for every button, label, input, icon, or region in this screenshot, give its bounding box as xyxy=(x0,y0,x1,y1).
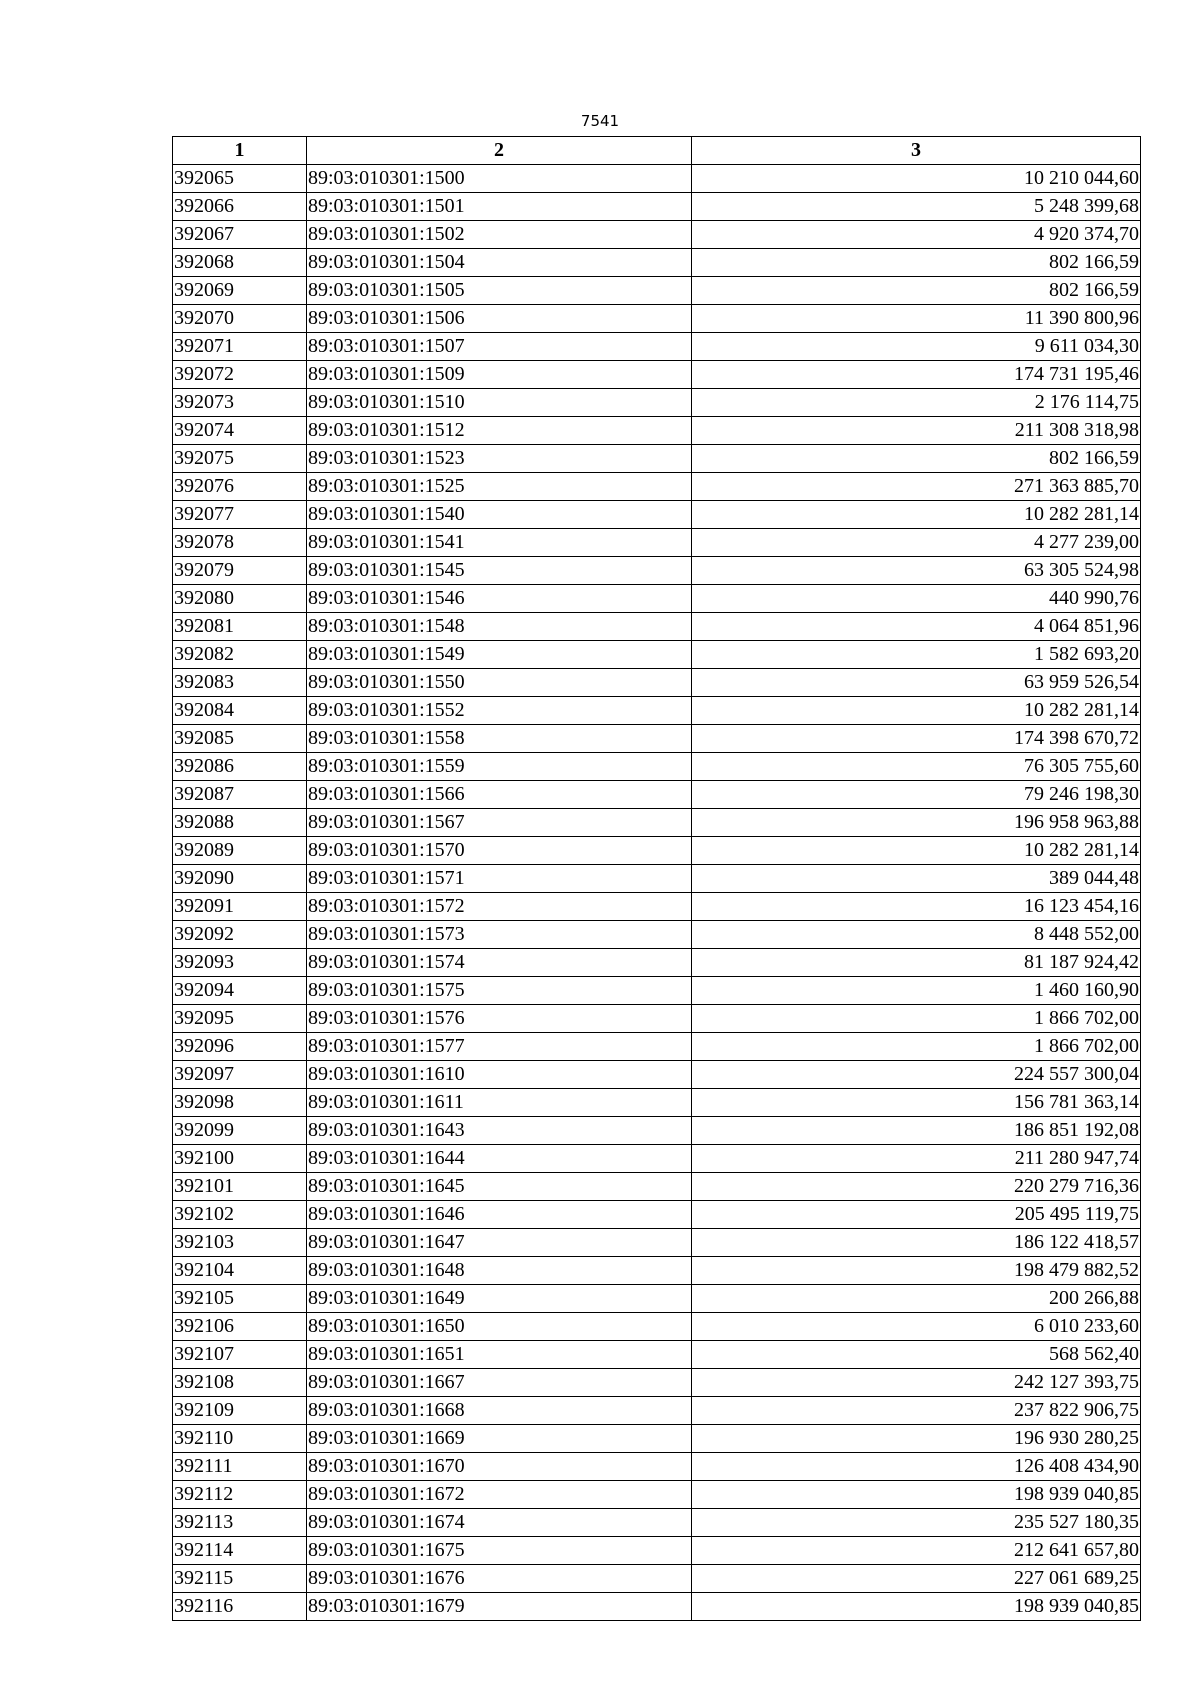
row-id-cell: 392065 xyxy=(173,165,307,193)
value-cell: 76 305 755,60 xyxy=(692,753,1141,781)
value-cell: 196 930 280,25 xyxy=(692,1425,1141,1453)
value-cell: 186 122 418,57 xyxy=(692,1229,1141,1257)
cadastral-number-cell: 89:03:010301:1574 xyxy=(307,949,692,977)
cadastral-number-cell: 89:03:010301:1576 xyxy=(307,1005,692,1033)
table-row xyxy=(173,585,1141,613)
table-row xyxy=(173,1061,1141,1089)
row-id-cell: 392070 xyxy=(173,305,307,333)
column-header-3: 3 xyxy=(692,137,1141,165)
row-id-cell: 392076 xyxy=(173,473,307,501)
table-row xyxy=(173,837,1141,865)
cadastral-number-cell: 89:03:010301:1549 xyxy=(307,641,692,669)
row-id-cell: 392098 xyxy=(173,1089,307,1117)
table-row xyxy=(173,1033,1141,1061)
value-cell: 156 781 363,14 xyxy=(692,1089,1141,1117)
table-row xyxy=(173,1593,1141,1621)
row-id-cell: 392066 xyxy=(173,193,307,221)
cadastral-number-cell: 89:03:010301:1672 xyxy=(307,1481,692,1509)
value-cell: 6 010 233,60 xyxy=(692,1313,1141,1341)
row-id-cell: 392071 xyxy=(173,333,307,361)
column-header-1: 1 xyxy=(173,137,307,165)
value-cell: 174 731 195,46 xyxy=(692,361,1141,389)
value-cell: 205 495 119,75 xyxy=(692,1201,1141,1229)
row-id-cell: 392108 xyxy=(173,1369,307,1397)
row-id-cell: 392088 xyxy=(173,809,307,837)
cadastral-number-cell: 89:03:010301:1643 xyxy=(307,1117,692,1145)
row-id-cell: 392089 xyxy=(173,837,307,865)
row-id-cell: 392077 xyxy=(173,501,307,529)
cadastral-number-cell: 89:03:010301:1567 xyxy=(307,809,692,837)
value-cell: 8 448 552,00 xyxy=(692,921,1141,949)
row-id-cell: 392080 xyxy=(173,585,307,613)
cadastral-number-cell: 89:03:010301:1570 xyxy=(307,837,692,865)
cadastral-number-cell: 89:03:010301:1649 xyxy=(307,1285,692,1313)
row-id-cell: 392111 xyxy=(173,1453,307,1481)
value-cell: 1 582 693,20 xyxy=(692,641,1141,669)
row-id-cell: 392068 xyxy=(173,249,307,277)
row-id-cell: 392097 xyxy=(173,1061,307,1089)
row-id-cell: 392092 xyxy=(173,921,307,949)
table-row xyxy=(173,1173,1141,1201)
row-id-cell: 392094 xyxy=(173,977,307,1005)
cadastral-number-cell: 89:03:010301:1505 xyxy=(307,277,692,305)
row-id-cell: 392113 xyxy=(173,1509,307,1537)
value-cell: 4 920 374,70 xyxy=(692,221,1141,249)
cadastral-number-cell: 89:03:010301:1644 xyxy=(307,1145,692,1173)
value-cell: 802 166,59 xyxy=(692,445,1141,473)
table-row xyxy=(173,1397,1141,1425)
row-id-cell: 392085 xyxy=(173,725,307,753)
row-id-cell: 392082 xyxy=(173,641,307,669)
row-id-cell: 392079 xyxy=(173,557,307,585)
value-cell: 196 958 963,88 xyxy=(692,809,1141,837)
row-id-cell: 392112 xyxy=(173,1481,307,1509)
cadastral-number-cell: 89:03:010301:1572 xyxy=(307,893,692,921)
value-cell: 10 282 281,14 xyxy=(692,697,1141,725)
table-row xyxy=(173,473,1141,501)
value-cell: 4 064 851,96 xyxy=(692,613,1141,641)
cadastral-number-cell: 89:03:010301:1552 xyxy=(307,697,692,725)
value-cell: 126 408 434,90 xyxy=(692,1453,1141,1481)
row-id-cell: 392084 xyxy=(173,697,307,725)
table-row xyxy=(173,1341,1141,1369)
table-row xyxy=(173,1369,1141,1397)
value-cell: 9 611 034,30 xyxy=(692,333,1141,361)
value-cell: 271 363 885,70 xyxy=(692,473,1141,501)
table-row xyxy=(173,1145,1141,1173)
table-row xyxy=(173,1089,1141,1117)
table-row xyxy=(173,1117,1141,1145)
table-row xyxy=(173,921,1141,949)
table-row xyxy=(173,893,1141,921)
table-header-row xyxy=(173,137,1141,165)
value-cell: 174 398 670,72 xyxy=(692,725,1141,753)
cadastral-number-cell: 89:03:010301:1610 xyxy=(307,1061,692,1089)
data-table xyxy=(172,136,1141,1621)
value-cell: 198 939 040,85 xyxy=(692,1593,1141,1621)
row-id-cell: 392105 xyxy=(173,1285,307,1313)
cadastral-number-cell: 89:03:010301:1501 xyxy=(307,193,692,221)
cadastral-number-cell: 89:03:010301:1577 xyxy=(307,1033,692,1061)
table-row xyxy=(173,333,1141,361)
table-row xyxy=(173,809,1141,837)
table-row xyxy=(173,529,1141,557)
cadastral-number-cell: 89:03:010301:1566 xyxy=(307,781,692,809)
cadastral-number-cell: 89:03:010301:1509 xyxy=(307,361,692,389)
cadastral-number-cell: 89:03:010301:1512 xyxy=(307,417,692,445)
row-id-cell: 392106 xyxy=(173,1313,307,1341)
cadastral-number-cell: 89:03:010301:1548 xyxy=(307,613,692,641)
row-id-cell: 392091 xyxy=(173,893,307,921)
table-row xyxy=(173,1453,1141,1481)
table-row xyxy=(173,557,1141,585)
value-cell: 802 166,59 xyxy=(692,249,1141,277)
row-id-cell: 392102 xyxy=(173,1201,307,1229)
table-row xyxy=(173,417,1141,445)
row-id-cell: 392081 xyxy=(173,613,307,641)
row-id-cell: 392101 xyxy=(173,1173,307,1201)
row-id-cell: 392099 xyxy=(173,1117,307,1145)
table-row xyxy=(173,865,1141,893)
row-id-cell: 392096 xyxy=(173,1033,307,1061)
column-header-2: 2 xyxy=(307,137,692,165)
table-row xyxy=(173,249,1141,277)
value-cell: 11 390 800,96 xyxy=(692,305,1141,333)
table-row xyxy=(173,697,1141,725)
cadastral-number-cell: 89:03:010301:1648 xyxy=(307,1257,692,1285)
table-row xyxy=(173,781,1141,809)
cadastral-number-cell: 89:03:010301:1506 xyxy=(307,305,692,333)
cadastral-number-cell: 89:03:010301:1502 xyxy=(307,221,692,249)
value-cell: 1 866 702,00 xyxy=(692,1033,1141,1061)
value-cell: 5 248 399,68 xyxy=(692,193,1141,221)
cadastral-number-cell: 89:03:010301:1545 xyxy=(307,557,692,585)
table-row xyxy=(173,389,1141,417)
value-cell: 211 308 318,98 xyxy=(692,417,1141,445)
row-id-cell: 392086 xyxy=(173,753,307,781)
table-row xyxy=(173,1509,1141,1537)
table-row xyxy=(173,305,1141,333)
table-row xyxy=(173,613,1141,641)
row-id-cell: 392083 xyxy=(173,669,307,697)
table-row xyxy=(173,165,1141,193)
value-cell: 200 266,88 xyxy=(692,1285,1141,1313)
cadastral-number-cell: 89:03:010301:1571 xyxy=(307,865,692,893)
cadastral-number-cell: 89:03:010301:1669 xyxy=(307,1425,692,1453)
table-row xyxy=(173,361,1141,389)
table-row xyxy=(173,725,1141,753)
table-row xyxy=(173,641,1141,669)
value-cell: 227 061 689,25 xyxy=(692,1565,1141,1593)
cadastral-number-cell: 89:03:010301:1647 xyxy=(307,1229,692,1257)
row-id-cell: 392107 xyxy=(173,1341,307,1369)
table-row xyxy=(173,669,1141,697)
value-cell: 1 866 702,00 xyxy=(692,1005,1141,1033)
value-cell: 237 822 906,75 xyxy=(692,1397,1141,1425)
value-cell: 224 557 300,04 xyxy=(692,1061,1141,1089)
cadastral-number-cell: 89:03:010301:1540 xyxy=(307,501,692,529)
cadastral-number-cell: 89:03:010301:1550 xyxy=(307,669,692,697)
value-cell: 2 176 114,75 xyxy=(692,389,1141,417)
table-row xyxy=(173,501,1141,529)
cadastral-number-cell: 89:03:010301:1541 xyxy=(307,529,692,557)
value-cell: 212 641 657,80 xyxy=(692,1537,1141,1565)
table-row xyxy=(173,193,1141,221)
value-cell: 198 939 040,85 xyxy=(692,1481,1141,1509)
value-cell: 10 282 281,14 xyxy=(692,501,1141,529)
cadastral-number-cell: 89:03:010301:1523 xyxy=(307,445,692,473)
row-id-cell: 392100 xyxy=(173,1145,307,1173)
value-cell: 186 851 192,08 xyxy=(692,1117,1141,1145)
cadastral-number-cell: 89:03:010301:1676 xyxy=(307,1565,692,1593)
table-row xyxy=(173,949,1141,977)
row-id-cell: 392087 xyxy=(173,781,307,809)
value-cell: 10 282 281,14 xyxy=(692,837,1141,865)
value-cell: 242 127 393,75 xyxy=(692,1369,1141,1397)
row-id-cell: 392104 xyxy=(173,1257,307,1285)
table-row xyxy=(173,1201,1141,1229)
row-id-cell: 392073 xyxy=(173,389,307,417)
cadastral-number-cell: 89:03:010301:1558 xyxy=(307,725,692,753)
table-row xyxy=(173,1005,1141,1033)
row-id-cell: 392095 xyxy=(173,1005,307,1033)
row-id-cell: 392090 xyxy=(173,865,307,893)
row-id-cell: 392093 xyxy=(173,949,307,977)
table-row xyxy=(173,221,1141,249)
table-row xyxy=(173,1313,1141,1341)
cadastral-number-cell: 89:03:010301:1510 xyxy=(307,389,692,417)
cadastral-number-cell: 89:03:010301:1573 xyxy=(307,921,692,949)
cadastral-number-cell: 89:03:010301:1504 xyxy=(307,249,692,277)
table-row xyxy=(173,1481,1141,1509)
cadastral-number-cell: 89:03:010301:1651 xyxy=(307,1341,692,1369)
table-row xyxy=(173,1537,1141,1565)
row-id-cell: 392067 xyxy=(173,221,307,249)
value-cell: 198 479 882,52 xyxy=(692,1257,1141,1285)
value-cell: 440 990,76 xyxy=(692,585,1141,613)
page-number: 7541 xyxy=(580,112,620,130)
value-cell: 802 166,59 xyxy=(692,277,1141,305)
table-row xyxy=(173,1229,1141,1257)
value-cell: 79 246 198,30 xyxy=(692,781,1141,809)
cadastral-number-cell: 89:03:010301:1525 xyxy=(307,473,692,501)
row-id-cell: 392072 xyxy=(173,361,307,389)
cadastral-number-cell: 89:03:010301:1611 xyxy=(307,1089,692,1117)
cadastral-number-cell: 89:03:010301:1670 xyxy=(307,1453,692,1481)
row-id-cell: 392069 xyxy=(173,277,307,305)
row-id-cell: 392075 xyxy=(173,445,307,473)
cadastral-number-cell: 89:03:010301:1546 xyxy=(307,585,692,613)
row-id-cell: 392114 xyxy=(173,1537,307,1565)
table-body xyxy=(173,165,1141,1621)
value-cell: 1 460 160,90 xyxy=(692,977,1141,1005)
value-cell: 568 562,40 xyxy=(692,1341,1141,1369)
value-cell: 4 277 239,00 xyxy=(692,529,1141,557)
value-cell: 220 279 716,36 xyxy=(692,1173,1141,1201)
value-cell: 235 527 180,35 xyxy=(692,1509,1141,1537)
row-id-cell: 392110 xyxy=(173,1425,307,1453)
cadastral-number-cell: 89:03:010301:1667 xyxy=(307,1369,692,1397)
table-row xyxy=(173,1565,1141,1593)
value-cell: 16 123 454,16 xyxy=(692,893,1141,921)
table-row xyxy=(173,1425,1141,1453)
cadastral-number-cell: 89:03:010301:1559 xyxy=(307,753,692,781)
cadastral-number-cell: 89:03:010301:1675 xyxy=(307,1537,692,1565)
table-row xyxy=(173,1257,1141,1285)
cadastral-number-cell: 89:03:010301:1668 xyxy=(307,1397,692,1425)
cadastral-number-cell: 89:03:010301:1507 xyxy=(307,333,692,361)
value-cell: 211 280 947,74 xyxy=(692,1145,1141,1173)
row-id-cell: 392109 xyxy=(173,1397,307,1425)
cadastral-number-cell: 89:03:010301:1674 xyxy=(307,1509,692,1537)
table-row xyxy=(173,1285,1141,1313)
table-row xyxy=(173,753,1141,781)
table-row xyxy=(173,277,1141,305)
cadastral-number-cell: 89:03:010301:1650 xyxy=(307,1313,692,1341)
cadastral-number-cell: 89:03:010301:1500 xyxy=(307,165,692,193)
value-cell: 63 305 524,98 xyxy=(692,557,1141,585)
row-id-cell: 392078 xyxy=(173,529,307,557)
row-id-cell: 392116 xyxy=(173,1593,307,1621)
value-cell: 81 187 924,42 xyxy=(692,949,1141,977)
row-id-cell: 392115 xyxy=(173,1565,307,1593)
cadastral-number-cell: 89:03:010301:1575 xyxy=(307,977,692,1005)
table-row xyxy=(173,977,1141,1005)
table-row xyxy=(173,445,1141,473)
cadastral-number-cell: 89:03:010301:1679 xyxy=(307,1593,692,1621)
row-id-cell: 392074 xyxy=(173,417,307,445)
cadastral-number-cell: 89:03:010301:1646 xyxy=(307,1201,692,1229)
row-id-cell: 392103 xyxy=(173,1229,307,1257)
value-cell: 63 959 526,54 xyxy=(692,669,1141,697)
cadastral-number-cell: 89:03:010301:1645 xyxy=(307,1173,692,1201)
value-cell: 10 210 044,60 xyxy=(692,165,1141,193)
value-cell: 389 044,48 xyxy=(692,865,1141,893)
